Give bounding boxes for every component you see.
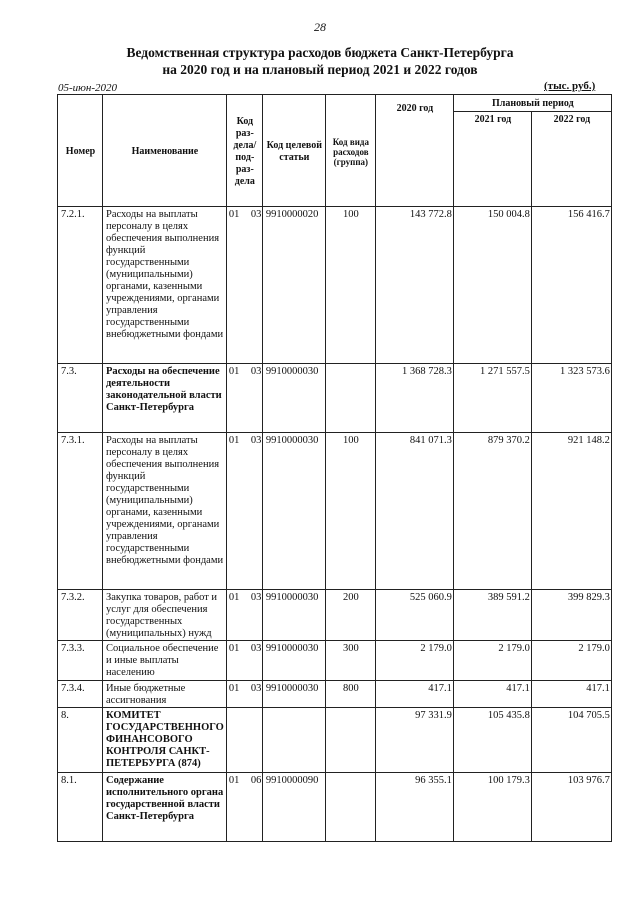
row-razdel xyxy=(226,773,262,842)
document-date: 05-июн-2020 xyxy=(58,82,118,94)
row-razdel-subsection: 03 xyxy=(250,683,262,694)
header-planned: Плановый период xyxy=(453,95,611,112)
budget-table xyxy=(57,94,612,842)
row-value-2020: 525 060.9 xyxy=(375,590,453,641)
row-target: 9910000030 xyxy=(262,641,325,681)
row-razdel xyxy=(226,207,262,364)
row-razdel-subsection: 03 xyxy=(250,643,262,654)
row-type xyxy=(325,773,375,842)
row-type: 100 xyxy=(325,433,375,590)
row-razdel-subsection: 03 xyxy=(250,592,262,603)
units-label: (тыс. руб.) xyxy=(544,80,596,92)
row-target: 9910000030 xyxy=(262,681,325,708)
row-value-2022: 921 148.2 xyxy=(531,433,611,590)
row-name: Иные бюджетные ассигнования xyxy=(103,681,227,708)
row-number: 7.3.4. xyxy=(58,681,103,708)
header-2020: 2020 год xyxy=(375,95,453,207)
row-value-2021: 100 179.3 xyxy=(453,773,531,842)
row-value-2021: 150 004.8 xyxy=(453,207,531,364)
row-name: Социальное обеспечение и иные выплаты населению xyxy=(103,641,227,681)
title-line-1: Ведомственная структура расходов бюджета Санкт-Петербурга xyxy=(126,45,514,60)
table-row xyxy=(58,433,612,590)
header-type: Код вида расходов (группа) xyxy=(325,95,375,207)
header-row xyxy=(58,95,612,112)
row-value-2020: 1 368 728.3 xyxy=(375,364,453,433)
table-row xyxy=(58,773,612,842)
row-razdel-subsection: 03 xyxy=(250,209,262,220)
row-target: 9910000090 xyxy=(262,773,325,842)
row-razdel xyxy=(226,590,262,641)
page-number: 28 xyxy=(314,20,326,34)
row-razdel-subsection: 03 xyxy=(250,435,262,446)
row-value-2020: 96 355.1 xyxy=(375,773,453,842)
row-razdel-subsection: 06 xyxy=(250,775,262,786)
row-razdel-section: 01 xyxy=(228,435,240,446)
row-razdel-section: 01 xyxy=(228,775,240,786)
row-value-2022: 104 705.5 xyxy=(531,708,611,773)
row-name: Расходы на обеспечение деятельности законодательной власти Санкт-Петербурга xyxy=(103,364,227,433)
row-value-2022: 1 323 573.6 xyxy=(531,364,611,433)
document-title xyxy=(0,44,640,78)
row-target: 9910000030 xyxy=(262,433,325,590)
row-value-2020: 2 179.0 xyxy=(375,641,453,681)
row-value-2022: 103 976.7 xyxy=(531,773,611,842)
header-2021: 2021 год xyxy=(453,112,531,207)
row-razdel xyxy=(226,641,262,681)
row-razdel-section: 01 xyxy=(228,209,240,220)
row-name: Закупка товаров, работ и услуг для обеспечения государственных (муниципальных) нужд xyxy=(103,590,227,641)
table-row xyxy=(58,708,612,773)
row-number: 7.3.2. xyxy=(58,590,103,641)
table-row xyxy=(58,681,612,708)
row-type: 200 xyxy=(325,590,375,641)
row-value-2021: 105 435.8 xyxy=(453,708,531,773)
row-number: 7.3.3. xyxy=(58,641,103,681)
row-number: 7.3. xyxy=(58,364,103,433)
header-number: Номер xyxy=(58,95,103,207)
row-type: 800 xyxy=(325,681,375,708)
row-razdel xyxy=(226,708,262,773)
row-razdel xyxy=(226,681,262,708)
header-name: Наименование xyxy=(103,95,227,207)
row-name: Расходы на выплаты персоналу в целях обеспечения выполнения функций государственными (муниципальными) органами, казенными учреждениями, органами управления государственными внебюджетными фондами xyxy=(103,207,227,364)
row-name: Расходы на выплаты персоналу в целях обеспечения выполнения функций государственными (муниципальными) органами, казенными учреждениями, органами управления государственными внебюджетными фондами xyxy=(103,433,227,590)
table-row xyxy=(58,364,612,433)
row-number: 8.1. xyxy=(58,773,103,842)
row-value-2021: 417.1 xyxy=(453,681,531,708)
header-razdel: Код раз- дела/ под- раз- дела xyxy=(226,95,262,207)
row-value-2022: 156 416.7 xyxy=(531,207,611,364)
row-value-2020: 417.1 xyxy=(375,681,453,708)
row-type: 300 xyxy=(325,641,375,681)
row-target xyxy=(262,708,325,773)
row-value-2021: 389 591.2 xyxy=(453,590,531,641)
row-value-2020: 97 331.9 xyxy=(375,708,453,773)
header-2022: 2022 год xyxy=(531,112,611,207)
row-type xyxy=(325,364,375,433)
row-target: 9910000030 xyxy=(262,364,325,433)
row-razdel xyxy=(226,433,262,590)
row-razdel-section: 01 xyxy=(228,643,240,654)
row-name: КОМИТЕТ ГОСУДАРСТВЕННОГО ФИНАНСОВОГО КОНТРОЛЯ САНКТ-ПЕТЕРБУРГА (874) xyxy=(103,708,227,773)
row-value-2022: 2 179.0 xyxy=(531,641,611,681)
header-target: Код целевой статьи xyxy=(262,95,325,207)
row-razdel-section: 01 xyxy=(228,683,240,694)
row-type: 100 xyxy=(325,207,375,364)
row-value-2022: 399 829.3 xyxy=(531,590,611,641)
row-value-2021: 1 271 557.5 xyxy=(453,364,531,433)
row-value-2020: 143 772.8 xyxy=(375,207,453,364)
row-razdel xyxy=(226,364,262,433)
row-razdel-subsection: 03 xyxy=(250,366,262,377)
row-value-2021: 879 370.2 xyxy=(453,433,531,590)
table-row xyxy=(58,641,612,681)
row-value-2021: 2 179.0 xyxy=(453,641,531,681)
row-razdel-section: 01 xyxy=(228,592,240,603)
row-value-2022: 417.1 xyxy=(531,681,611,708)
row-number: 7.2.1. xyxy=(58,207,103,364)
row-target: 9910000030 xyxy=(262,590,325,641)
table-row xyxy=(58,590,612,641)
row-number: 8. xyxy=(58,708,103,773)
row-razdel-section: 01 xyxy=(228,366,240,377)
row-name: Содержание исполнительного органа государственной власти Санкт-Петербурга xyxy=(103,773,227,842)
row-target: 9910000020 xyxy=(262,207,325,364)
row-value-2020: 841 071.3 xyxy=(375,433,453,590)
row-type xyxy=(325,708,375,773)
table-row xyxy=(58,207,612,364)
row-number: 7.3.1. xyxy=(58,433,103,590)
title-line-2: на 2020 год и на плановый период 2021 и 2022 годов xyxy=(162,62,478,77)
